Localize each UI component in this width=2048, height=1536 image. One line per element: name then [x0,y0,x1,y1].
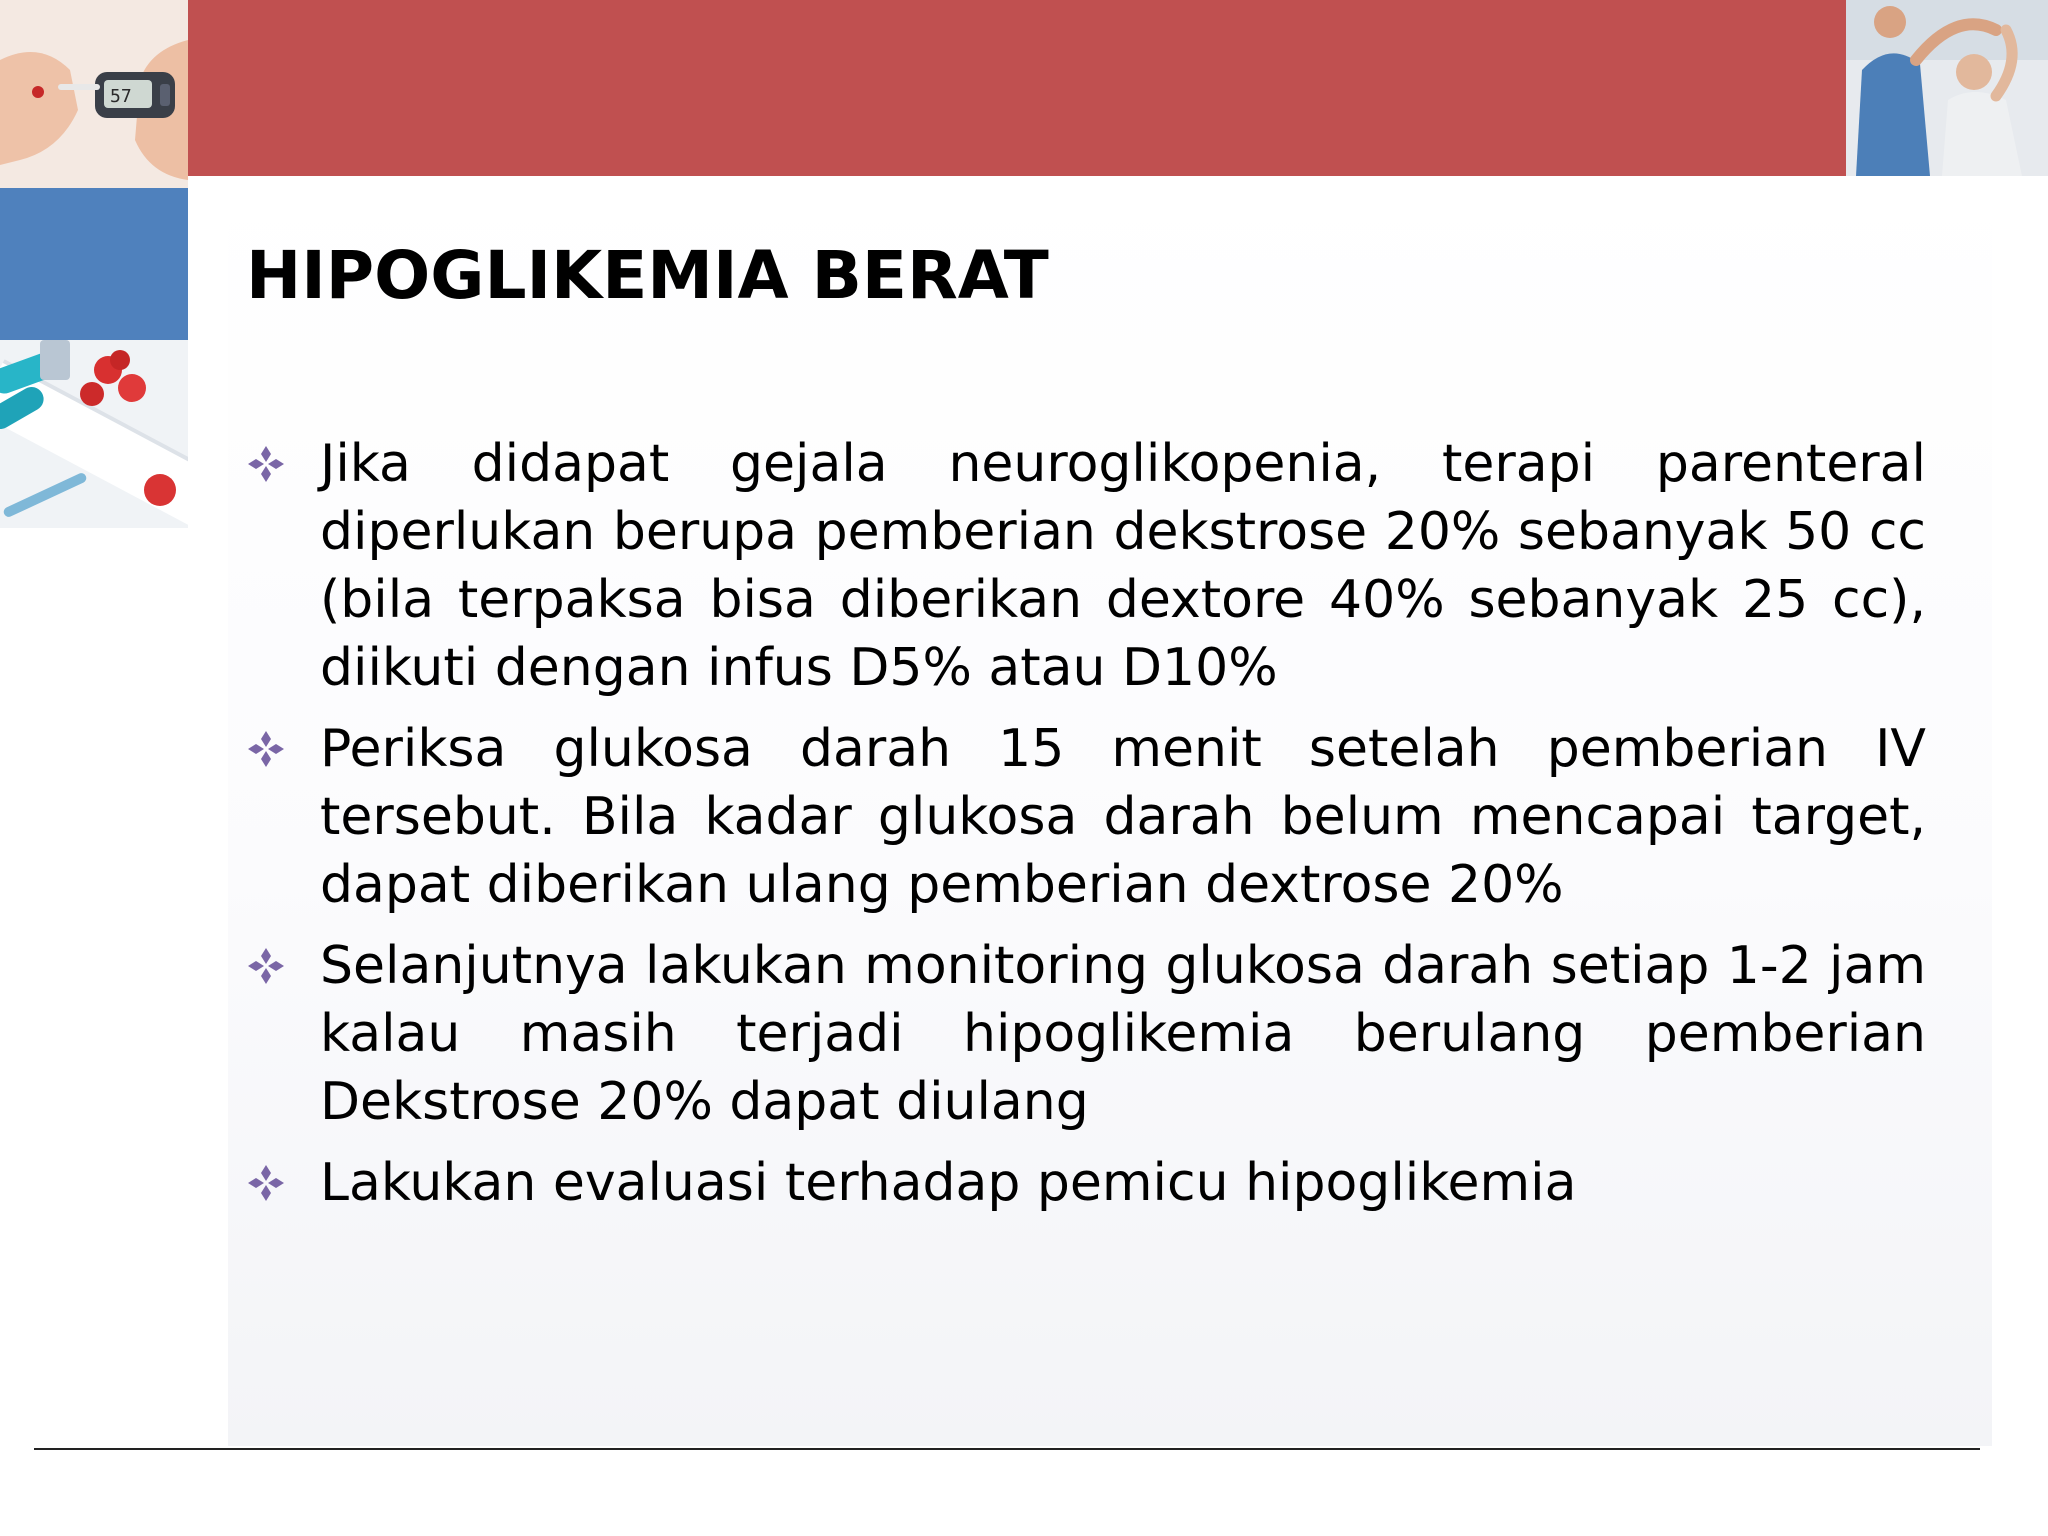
bullet-text: Jika didapat gejala neuroglikopenia, terapi parenteral diperlukan berupa pemberian dekstrose 20% sebanyak 50 cc (bila terpaksa bisa diberikan dextore 40% sebanyak 25 cc), diikuti dengan infus D5% atau D10% [320,434,1926,698]
bullet-text: Selanjutnya lakukan monitoring glukosa darah setiap 1-2 jam kalau masih terjadi hipoglikemia berulang pemberian Dekstrose 20% dapat diulang [320,936,1926,1132]
list-item [246,430,1926,702]
bullet-text: Periksa glukosa darah 15 menit setelah pemberian IV tersebut. Bila kadar glukosa darah belum mencapai target, dapat diberikan ulang pemberian dextrose 20% [320,719,1926,915]
hypoglycemia-pills-photo [0,340,188,528]
slide-title: HIPOGLIKEMIA BERAT [246,237,1049,314]
bullet-list [246,430,1926,1230]
bullet-text: Lakukan evaluasi terhadap pemicu hipoglikemia [320,1153,1577,1213]
list-item [246,715,1926,919]
blue-accent-block [0,188,188,340]
list-item [246,932,1926,1136]
glucometer-photo [0,0,188,188]
therapy-illustration [1846,0,2048,176]
diamond-bullet-icon [246,715,320,783]
top-banner [188,0,1846,176]
diamond-bullet-icon [246,932,320,1000]
physiotherapy-photo [1846,0,2048,176]
list-item [246,1149,1926,1217]
footer-divider [34,1448,1980,1450]
pills-illustration [0,340,188,528]
diamond-bullet-icon [246,1149,320,1217]
svg-text:57: 57 [110,86,132,107]
glucometer-illustration [0,0,188,188]
diamond-bullet-icon [246,430,320,498]
